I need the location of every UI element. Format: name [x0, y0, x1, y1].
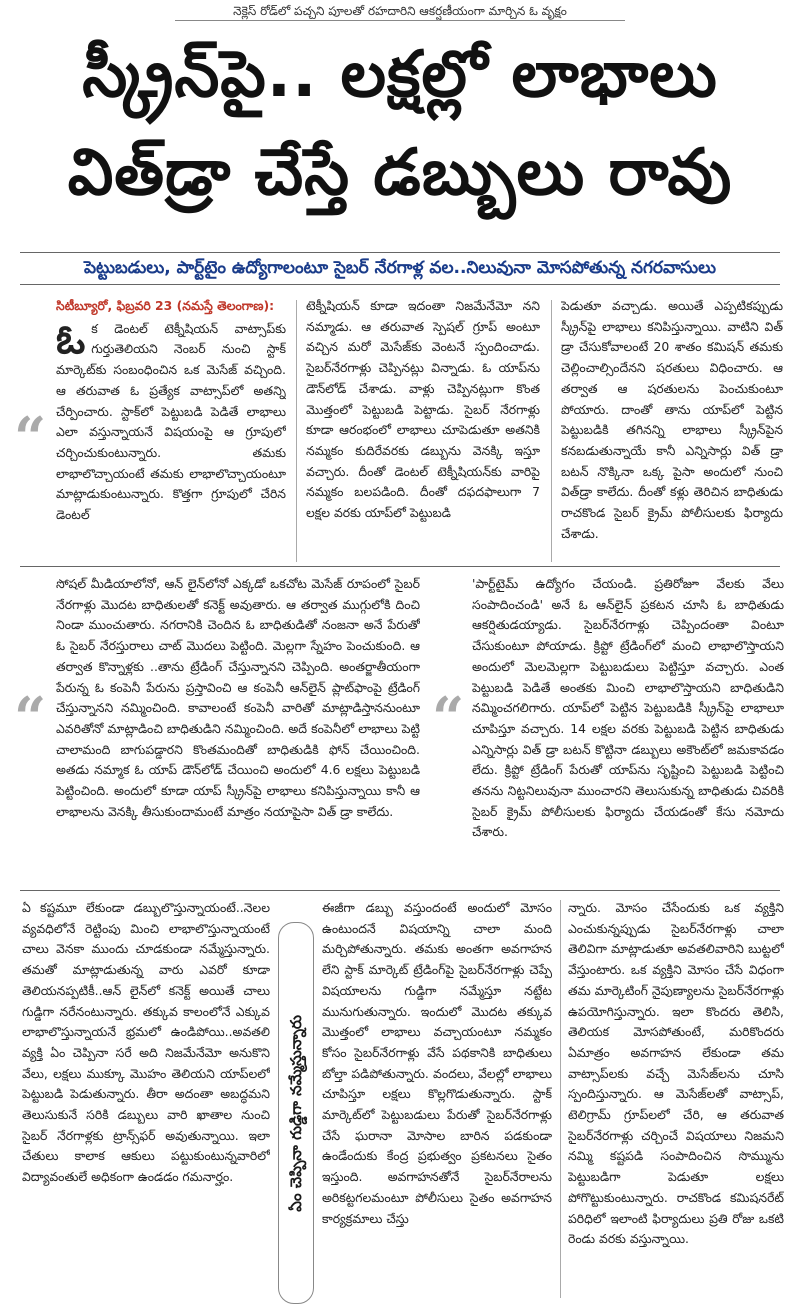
kicker-line: నెక్లెస్ రోడ్‌లో పచ్చని పూలతో రహదారిని ఆకర్షణీయంగా మార్చిన ఓ వృక్షం: [233, 4, 567, 18]
quote-mark-icon: “: [14, 405, 47, 471]
drop-cap: ఓ: [56, 316, 86, 363]
side-callout-text: ఏం చెప్పినా గుడ్డిగా నమ్మేస్తున్నారు: [287, 1014, 305, 1212]
quote-mark-icon: “: [432, 685, 465, 751]
section-rule: [20, 566, 780, 567]
section-rule: [20, 890, 780, 891]
column-divider: [560, 900, 561, 1298]
story1-col1-text: క డెంటల్ టెక్నీషియన్ వాట్సాప్‌కు గుర్తుతెలియని నెంబర్ నుంచి స్టాక్ మార్కెట్‌కు సంబంధించిన ఒక మెసేజ్ వచ్చింది. ఆ తరువాత ఓ ప్రత్యేక వాట్సాప్‌లో అతన్ని చేర్పించారు. స్టాక్‌లో పెట్టుబడి పెడితే లాభాలు ఎలా వస్తున్నాయనే విషయంపై ఆ గ్రూపులో చర్చించుకుంటున్నారు. తమకు లాభాలొచ్చాయంటే తమకు లాభాలొచ్చాయంటూ మాట్లాడుకుంటున్నారు. కొత్తగా గ్రూపులో చేరిన డెంటల్: [56, 320, 286, 523]
quote-mark-icon: “: [14, 685, 47, 751]
subhead-top-rule: [20, 252, 780, 253]
story4-column-1: ఏ కష్టమూ లేకుండా డబ్బులొస్తున్నాయంటే..నెలల వ్యవధిలోనే రెట్టింపు మించి లాభాలొస్తున్నాయంటే చాలు వెనకా ముందు చూడకుండా నమ్మేస్తున్నారు. తమతో మాట్లాడుతున్న వారు ఎవరో కూడా తెలియనప్పటికీ..ఆన్ లైన్‌లో కనెక్ట్ అయితే చాలు గుడ్డిగా నరేనంటున్నారు. తక్కువ కాలంలోనే ఎక్కువ లాభాలొస్తున్నాయనే భ్రమలో ఉండిపోయి..అవతలి వ్యక్తి ఏం చెప్పినా సరే అది నిజమేనేమో అనుకొని వేలు, లక్షలు ముక్కూ మొహం తెలియని యాప్‌లలో పెట్టుబడి పెడుతున్నారు. తీరా అదంతా అబద్ధమని తెలుసుకునే సరికి డబ్బులు వారి ఖాతాల నుంచి సైబర్ నేరగాళ్లకు ట్రాన్స్‌ఫర్ అవుతున్నాయి. ఇలా చేతులు కాలాక ఆకులు పట్టుకుంటున్నవారిలో విద్యావంతులే అధికంగా ఉండడం గమనార్హం.: [22, 900, 270, 1185]
story4-column-2: ఈజీగా డబ్బు వస్తుందంటే అందులో మోసం ఉంటుందనే విషయాన్ని చాలా మంది మర్చిపోతున్నారు. తమకు అంతగా అవగాహన లేని స్టాక్ మార్కెట్ ట్రేడింగ్‌పై సైబర్‌నేరగాళ్లు చెప్పే విషయాలను గుడ్డిగా నమ్మేస్తూ నట్టేట మునుగుతున్నారు. ఇందులో మొదట తక్కువ మొత్తంలో లాభాలు వచ్చాయంటూ నమ్మకం కోసం సైబర్‌నేరగాళ్లు వేసే పథకానికి బాధితులు బోల్తా పడిపోతున్నారు. వందలు, వేలల్లో లాభాలు చూపిస్తూ లక్షలు కొల్లగొడుతున్నారు. స్టాక్ మార్కెట్‌లో పెట్టుబడులు పేరుతో సైబర్‌నేరగాళ్లు చేసే ఘరానా మోసాల బారిన పడకుండా ఉండేందుకు కేంద్ర ప్రభుత్వం ప్రకటనలు సైతం ఇస్తుంది. అవగాహనతోనే సైబర్‌నేరాలను అరికట్టగలమంటూ పోలీసులు సైతం అవగాహన కార్యక్రమాలు చేస్తు: [322, 900, 552, 1226]
story3-text: 'పార్ట్‌టైమ్ ఉద్యోగం చేయండి. ప్రతిరోజూ వేలకు వేలు సంపాదించండి' అనే ఓ ఆన్‌లైన్ ప్రకటన చూసి ఓ బాధితుడు ఆకర్షితుడయ్యాడు. సైబర్‌నేరగాళ్లు చెప్పిందంతా వింటూ చేసుకుంటూ పోయాడు. క్రిప్టో ట్రేడింగ్‌లో మంచి లాభాలొస్తాయని అందులో మెలమెల్లగా పెట్టుబడులు పెట్టిస్తూ వచ్చారు. ఎంత పెట్టుబడి పెడితే అంతకు మించి లాభాలొస్తాయని బాధితుడిని నమ్మించగలిగారు. యాప్‌లో పెట్టిన పెట్టుబడికి స్క్రీన్‌పై లాభాలూ చూపిస్తూ వచ్చారు. 14 లక్షల వరకు పెట్టుబడి పెట్టిన బాధితుడు ఎన్నిసార్లు విత్ డ్రా బటన్ కొట్టినా డబ్బులు అకౌంట్‌లో జమకావడం లేదు. క్రిప్టో ట్రేడింగ్ పేరుతో యాప్‌ను సృష్టించి పెట్టుబడి పెట్టించి తనను నిట్టనిలువునా ముంచారని తెలుసుకున్న బాధితుడు చివరికి సైబర్ క్రైమ్ పోలీసులకు ఫిర్యాదు చేయడంతో కేసు నమోదు చేశారు.: [472, 576, 784, 840]
column-divider: [296, 300, 297, 562]
story1-column-1: [56, 296, 286, 566]
side-callout-box: [278, 922, 314, 1304]
byline: సిటీబ్యూరో, ఫిబ్రవరి 23 (నమస్తే తెలంగాణ):: [56, 298, 275, 313]
subheadline: పెట్టుబడులు, పార్ట్‌టైం ఉద్యోగాలంటూ సైబర్ నేరగాళ్ల వల..నిలువునా మోసపోతున్న నగరవాసులు: [83, 258, 717, 278]
story1-column-2: టెక్నీషియన్ కూడా ఇదంతా నిజమేనేమో నని నమ్మాడు. ఆ తరువాత స్పెషల్ గ్రూప్ అంటూ వచ్చిన మరో మెసేజ్‌కు వెంటనే స్పందించాడు. సైబర్‌నేరగాళ్లు చెప్పినట్లు విన్నాడు. ఓ యాప్‌ను డౌన్‌లోడ్ చేశాడు. వాళ్లు చెప్పినట్లుగా కొంత మొత్తంలో పెట్టుబడి పెట్టాడు. సైబర్ నేరగాళ్లు కూడా ఆరంభంలో లాభాలు చూపెడుతూ అతనికి నమ్మకం కుదిరేవరకు డబ్బును వెనక్కి ఇస్తూ వచ్చారు. దీంతో డెంటల్ టెక్నీషియన్‌కు వారిపై నమ్మకం బలపడింది. దీంతో దఫదఫాలుగా 7 లక్షల వరకు యాప్‌లో పెట్టుబడి: [306, 298, 540, 521]
story2-text: సోషల్ మీడియాలోనో, ఆన్ లైన్‌లోనో ఎక్కడో ఒకచోట మెసేజ్ రూపంలో సైబర్ నేరగాళ్లు మొదట బాధితులతో కనెక్ట్ అవుతారు. ఆ తర్వాత ముగ్గులోకి దించి నిండా ముంచుతారు. నగరానికి చెందిన ఓ బాధితుడితో నంజనా అనే పేరుతో ఓ సైబర్ నేరస్తురాలు చాట్ మొదలు పెట్టింది. మెల్లగా స్నేహం పెంచుకుంది. ఆ తర్వాత కొన్నాళ్లకు ..తాను ట్రేడింగ్ చేస్తున్నానని చెప్పింది. అంతర్జాతీయంగా పేరున్న ఓ కంపెనీ పేరును ప్రస్తావించి ఆ కంపెనీ ఆన్‌లైన్ ప్లాట్‌ఫాంపై ట్రేడింగ్ చేస్తున్నానని నమ్మించింది. కావాలంటే కంపెనీ వారితో మాట్లాడిస్తాననుంటూ ఎవరితోనో మాట్లాడించి బాధితుడిని నమ్మించింది. అదే కంపెనీలో లాభాలు పెట్టి చాలామంది బాగుపడ్డారని కొంతమందితో బాధితుడికి ఫోన్ చేయించింది. అతడు నమ్మాక ఓ యాప్ డౌన్‌లోడ్ చేయించి అందులో 4.6 లక్షలు పెట్టుబడి పెట్టించింది. అందులో కూడా యాప్ స్క్రీన్‌పై లాభాలు కనిపిస్తున్నాయి కానీ ఆ లాభాలను వెనక్కి తీసుకుందామంటే మాత్రం నయాపైసా విత్ డ్రా కాలేదు.: [56, 576, 420, 819]
column-divider: [551, 300, 552, 562]
headline-line-1: స్క్రీన్‌పై.. లక్షల్లో లాభాలు: [82, 38, 718, 112]
headline-line-2: విత్‌డ్రా చేస్తే డబ్బులు రావు: [67, 136, 733, 210]
story4-column-3: న్నారు. మోసం చేసేందుకు ఒక వ్యక్తిని ఎంచుకున్నప్పుడు సైబర్‌నేరగాళ్లు చాలా తెలివిగా మాట్లాడుతూ అవతలివారిని బుట్టలో వేస్తుంటారు. ఒక వ్యక్తిని మోసం చేసే విధంగా తమ మార్కెటింగ్ నైపుణ్యాలను సైబర్‌నేరగాళ్లు ఉపయోగిస్తున్నారు. ఇలా కొందరు తెలిసి, తెలియక మోసపోతుంటే, మరికొందరు ఏమాత్రం అవగాహన లేకుండా తమ వాట్సాప్‌లకు వచ్చే మెసేజ్‌లను చూసి స్పందిస్తున్నారు. ఆ మెసేజ్‌లతో వాట్సాప్, టెలిగ్రామ్ గ్రూప్‌లలో చేరి, ఆ తరువాత సైబర్‌నేరగాళ్లు చర్చించే విషయాలు నిజమని నమ్మి కష్టపడి సంపాదించిన సొమ్మును పెట్టుబడిగా పెడుతూ లక్షలు పోగొట్టుకుంటున్నారు. రాచకొండ కమిషనరేట్ పరిధిలో ఇలాంటి ఫిర్యాదులు ప్రతి రోజు ఒకటి రెండు వరకు వస్తున్నాయి.: [568, 900, 784, 1247]
story1-column-3: పెడుతూ వచ్చాడు. అయితే ఎప్పటికప్పుడు స్క్రీన్‌పై లాభాలు కనిపిస్తున్నాయి. వాటిని విత్ డ్రా చేసుకోవాలంటే 20 శాతం కమిషన్ తమకు చెల్లించాల్సిందేనని షరతులు విధించారు. ఆ తర్వాత ఆ షరతులను పెంచుకుంటూ పోయారు. దాంతో తాను యాప్‌లో పెట్టిన పెట్టుబడికి తగినన్ని లాభాలు స్క్రీన్‌పైన కనబడుతున్నాయే కానీ ఎన్నిసార్లు విత్ డ్రా బటన్ నొక్కినా ఒక్క పైసా అందులో నుంచి విత్‌డ్రా కాలేదు. దీంతో కళ్లు తెరిచిన బాధితుడు రాచకొండ సైబర్ క్రైమ్ పోలీసులకు ఫిర్యాదు చేశాడు.: [561, 298, 783, 541]
subhead-bottom-rule: [20, 284, 780, 285]
kicker-underline: [175, 20, 625, 21]
